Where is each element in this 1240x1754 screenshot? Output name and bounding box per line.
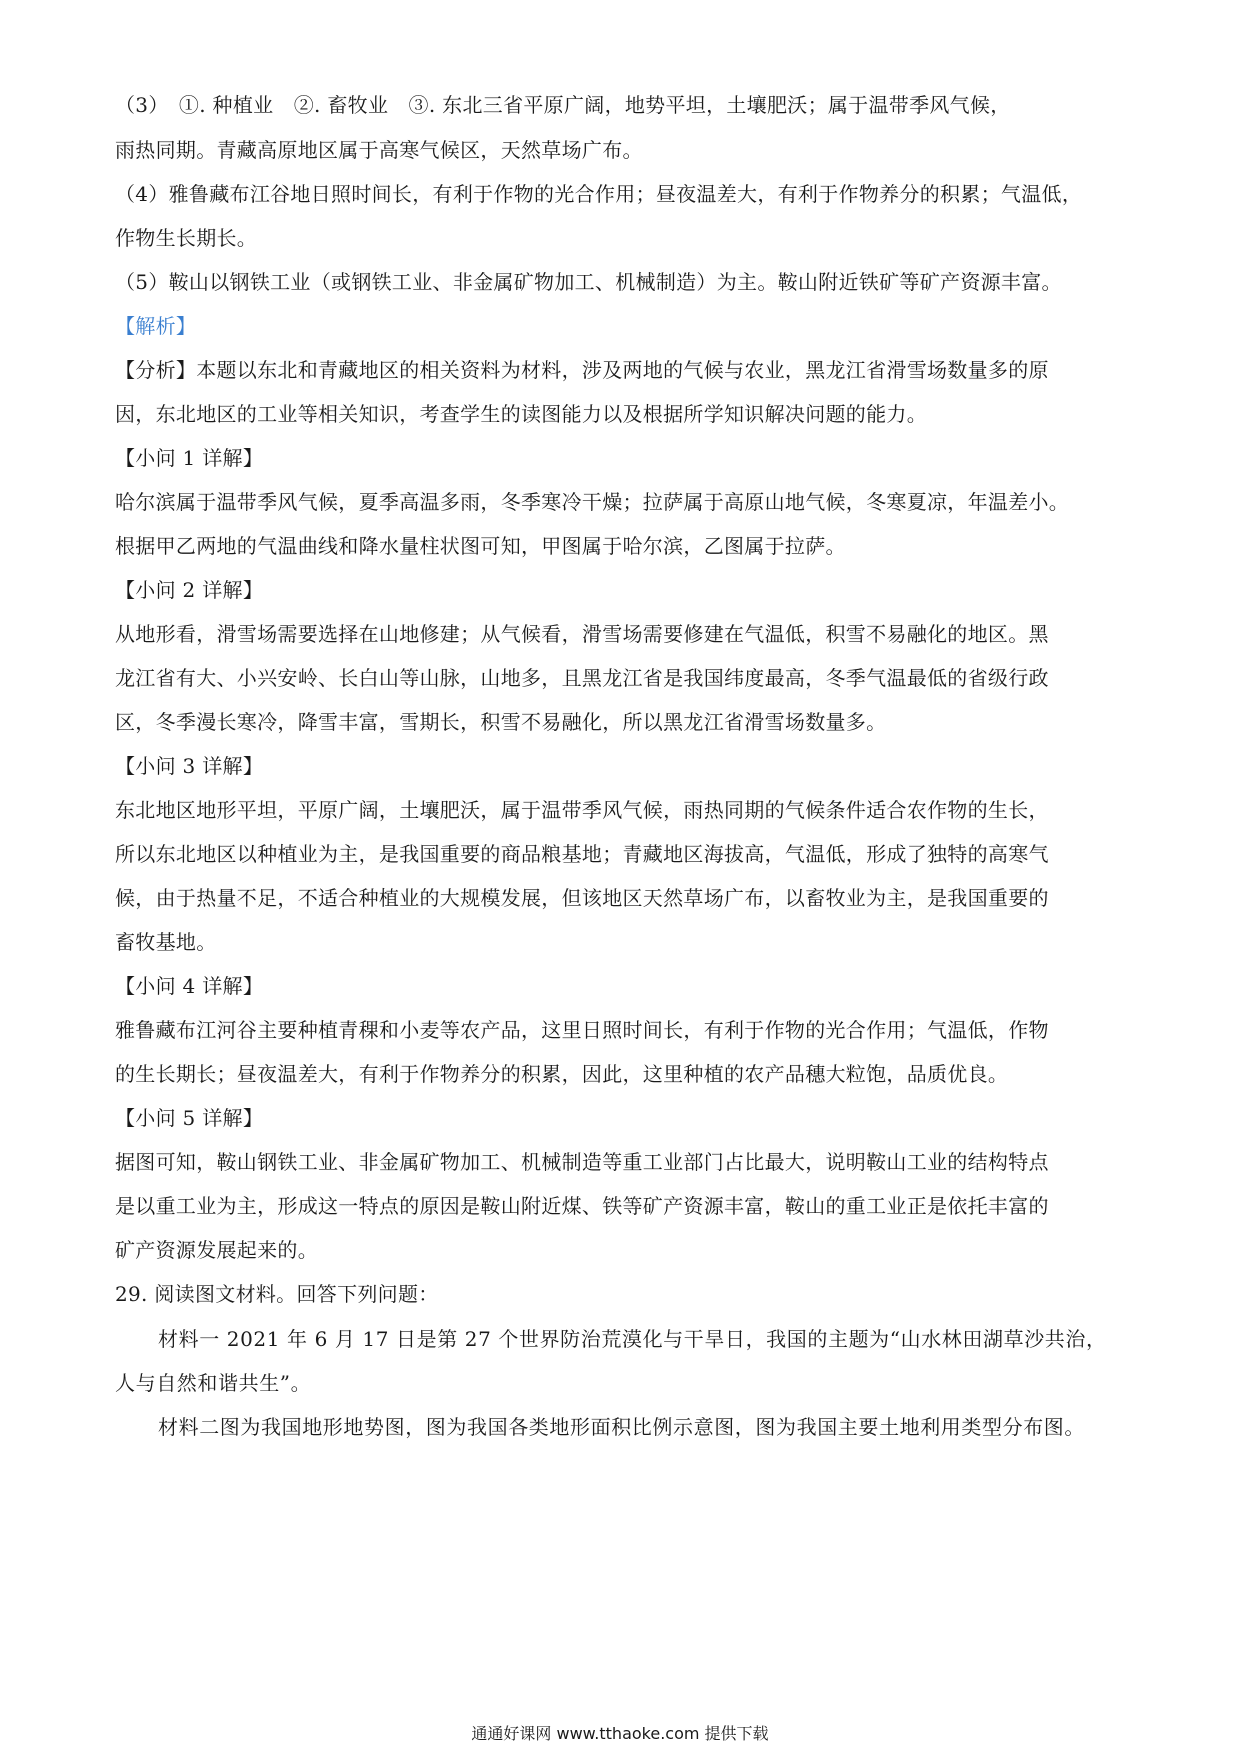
- answer-q4-line1: （4）雅鲁藏布江谷地日照时间长，有利于作物的光合作用；昼夜温差大，有利于作物养分的积累；气温低，: [115, 182, 1083, 206]
- sub1-heading: 【小问 1 详解】: [115, 446, 264, 470]
- sub3-line3: 候，由于热量不足，不适合种植业的大规模发展，但该地区天然草场广布，以畜牧业为主，是我国重要的: [115, 886, 1049, 910]
- sub3-line1: 东北地区地形平坦，平原广阔，土壤肥沃，属于温带季风气候，雨热同期的气候条件适合农作物的生长，: [115, 798, 1049, 822]
- sub2-line3: 区，冬季漫长寒冷，降雪丰富，雪期长，积雪不易融化，所以黑龙江省滑雪场数量多。: [115, 710, 887, 734]
- sub3-heading: 【小问 3 详解】: [115, 754, 264, 778]
- sub2-line1: 从地形看，滑雪场需要选择在山地修建；从气候看，滑雪场需要修建在气温低，积雪不易融化的地区。黑: [115, 622, 1049, 646]
- sub4-line1: 雅鲁藏布江河谷主要种植青稞和小麦等农产品，这里日照时间长，有利于作物的光合作用；气温低，作物: [115, 1018, 1049, 1042]
- answer-q3-line1: （3） ①. 种植业 ②. 畜牧业 ③. 东北三省平原广阔，地势平坦，土壤肥沃；属于温带季风气候，: [115, 93, 1011, 117]
- material-one-line2: 人与自然和谐共生”。: [115, 1371, 312, 1395]
- analysis-heading: 【解析】: [115, 314, 197, 338]
- sub3-line2: 所以东北地区以种植业为主，是我国重要的商品粮基地；青藏地区海拔高，气温低，形成了独特的高寒气: [115, 842, 1049, 866]
- sub5-line2: 是以重工业为主，形成这一特点的原因是鞍山附近煤、铁等矿产资源丰富，鞍山的重工业正是依托丰富的: [115, 1194, 1049, 1218]
- material-two-line1: 材料二图为我国地形地势图，图为我国各类地形面积比例示意图，图为我国主要土地利用类型分布图。: [158, 1415, 1085, 1439]
- answer-q5-line1: （5）鞍山以钢铁工业（或钢铁工业、非金属矿物加工、机械制造）为主。鞍山附近铁矿等矿产资源丰富。: [115, 270, 1062, 294]
- analysis-line1: 【分析】本题以东北和青藏地区的相关资料为材料，涉及两地的气候与农业，黑龙江省滑雪场数量多的原: [115, 358, 1049, 382]
- sub2-heading: 【小问 2 详解】: [115, 578, 264, 602]
- sub5-line3: 矿产资源发展起来的。: [115, 1238, 318, 1262]
- footer-source: 通通好课网 www.tthaoke.com 提供下载: [471, 1724, 769, 1743]
- sub2-line2: 龙江省有大、小兴安岭、长白山等山脉，山地多，且黑龙江省是我国纬度最高，冬季气温最低的省级行政: [115, 666, 1049, 690]
- answer-q4-line2: 作物生长期长。: [115, 226, 258, 250]
- sub1-line1: 哈尔滨属于温带季风气候，夏季高温多雨，冬季寒冷干燥；拉萨属于高原山地气候，冬寒夏凉，年温差小。: [115, 490, 1070, 514]
- answer-q3-line2: 雨热同期。青藏高原地区属于高寒气候区，天然草场广布。: [115, 138, 643, 162]
- sub3-line4: 畜牧基地。: [115, 930, 217, 954]
- question-29-title: 29. 阅读图文材料。回答下列问题：: [115, 1282, 439, 1306]
- sub5-heading: 【小问 5 详解】: [115, 1106, 264, 1130]
- sub1-line2: 根据甲乙两地的气温曲线和降水量柱状图可知，甲图属于哈尔滨，乙图属于拉萨。: [115, 534, 846, 558]
- sub4-line2: 的生长期长；昼夜温差大，有利于作物养分的积累，因此，这里种植的农产品穗大粒饱，品质优良。: [115, 1062, 1009, 1086]
- material-one-line1: 材料一 2021 年 6 月 17 日是第 27 个世界防治荒漠化与干旱日，我国的主题为“山水林田湖草沙共治，: [158, 1327, 1107, 1351]
- analysis-line2: 因，东北地区的工业等相关知识，考查学生的读图能力以及根据所学知识解决问题的能力。: [115, 402, 927, 426]
- sub5-line1: 据图可知，鞍山钢铁工业、非金属矿物加工、机械制造等重工业部门占比最大，说明鞍山工业的结构特点: [115, 1150, 1049, 1174]
- sub4-heading: 【小问 4 详解】: [115, 974, 264, 998]
